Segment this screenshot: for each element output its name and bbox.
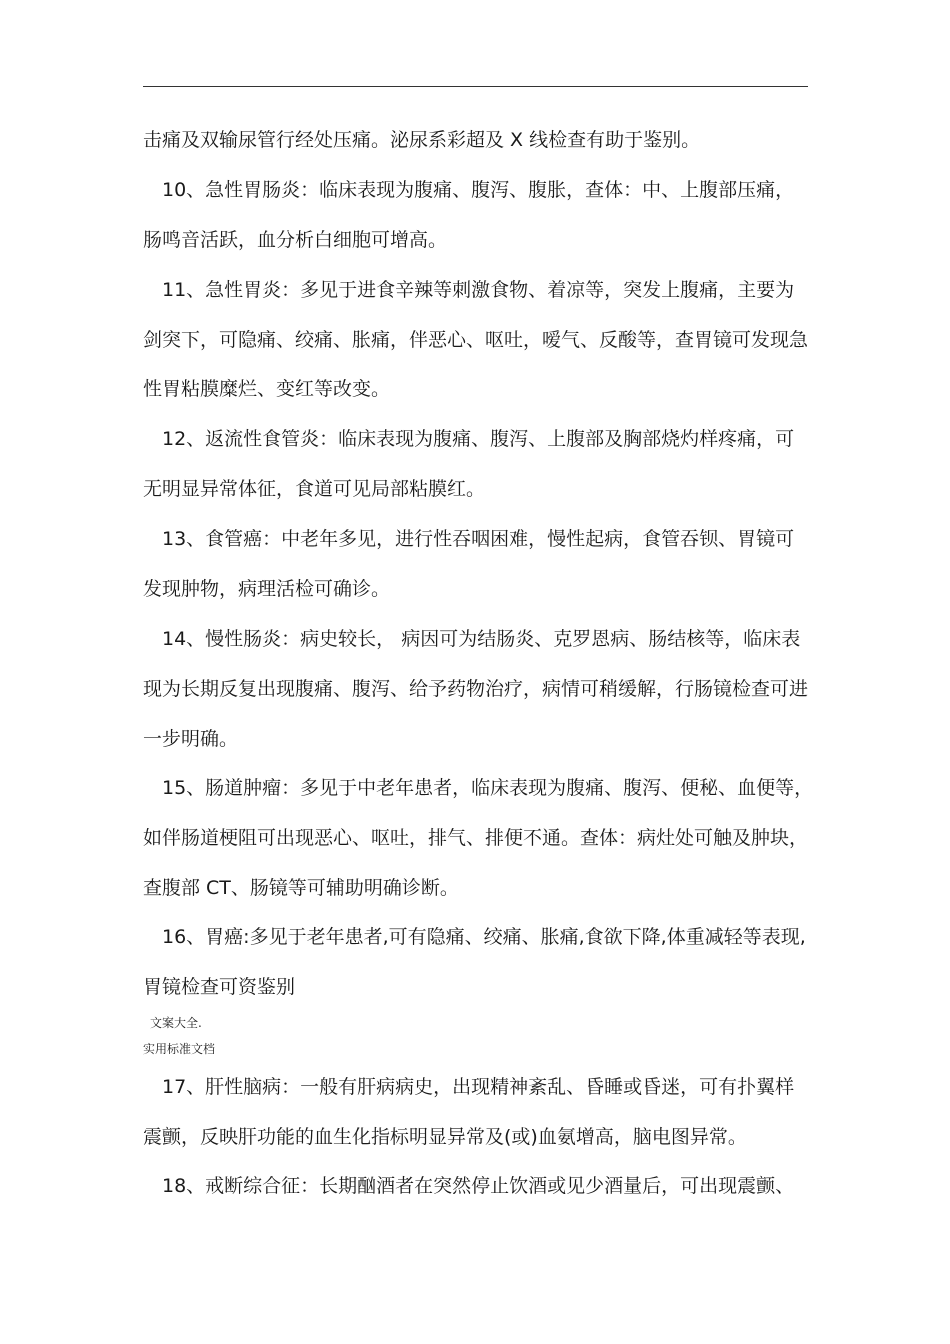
text-line: 如伴肠道梗阻可出现恶心、呕吐，排气、排便不通。查体：病灶处可触及肿块， bbox=[143, 827, 809, 849]
text-line: 击痛及双输尿管行经处压痛。泌尿系彩超及 X 线检查有助于鉴别。 bbox=[143, 129, 701, 151]
text-line: 胃镜检查可资鉴别 bbox=[143, 976, 296, 998]
text-line: 性胃粘膜糜烂、变红等改变。 bbox=[143, 378, 391, 400]
header-label: 实用标准文档 bbox=[143, 1042, 216, 1056]
text-line: 11、急性胃炎：多见于进食辛辣等刺激食物、着凉等，突发上腹痛，主要为 bbox=[162, 279, 795, 301]
text-line: 12、返流性食管炎：临床表现为腹痛、腹泻、上腹部及胸部烧灼样疼痛，可 bbox=[162, 428, 795, 450]
footer-label: 文案大全. bbox=[150, 1016, 202, 1030]
text-line: 18、戒断综合征：长期酗酒者在突然停止饮酒或见少酒量后，可出现震颤、 bbox=[162, 1175, 795, 1197]
text-line: 17、肝性脑病：一般有肝病病史，出现精神紊乱、昏睡或昏迷，可有扑翼样 bbox=[162, 1076, 795, 1098]
text-line: 16、胃癌:多见于老年患者,可有隐痛、绞痛、胀痛,食欲下降,体重减轻等表现, bbox=[162, 926, 806, 948]
text-line: 发现肿物，病理活检可确诊。 bbox=[143, 578, 391, 600]
text-line: 震颤，反映肝功能的血生化指标明显异常及(或)血氨增高，脑电图异常。 bbox=[143, 1126, 747, 1148]
text-line: 现为长期反复出现腹痛、腹泻、给予药物治疗，病情可稍缓解，行肠镜检查可进 bbox=[143, 678, 809, 700]
text-line: 肠鸣音活跃，血分析白细胞可增高。 bbox=[143, 229, 448, 251]
text-line: 15、肠道肿瘤：多见于中老年患者，临床表现为腹痛、腹泻、便秘、血便等， bbox=[162, 777, 814, 799]
text-line: 一步明确。 bbox=[143, 728, 239, 750]
header-rule bbox=[143, 86, 808, 87]
text-line: 无明显异常体征，食道可见局部粘膜红。 bbox=[143, 478, 486, 500]
text-line: 剑突下，可隐痛、绞痛、胀痛，伴恶心、呕吐，嗳气、反酸等，查胃镜可发现急 bbox=[143, 329, 809, 351]
text-line: 查腹部 CT、肠镜等可辅助明确诊断。 bbox=[143, 877, 459, 899]
text-line: 13、食管癌：中老年多见，进行性吞咽困难，慢性起病，食管吞钡、胃镜可 bbox=[162, 528, 795, 550]
text-line: 14、慢性肠炎：病史较长， 病因可为结肠炎、克罗恩病、肠结核等，临床表 bbox=[162, 628, 801, 650]
text-line: 10、急性胃肠炎：临床表现为腹痛、腹泻、腹胀，查体：中、上腹部压痛， bbox=[162, 179, 795, 201]
